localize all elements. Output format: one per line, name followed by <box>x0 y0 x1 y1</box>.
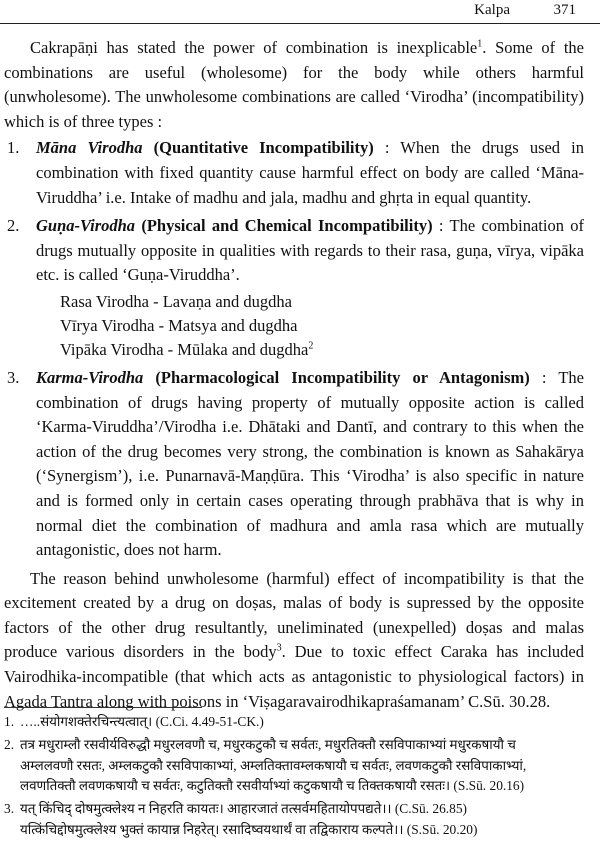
list-item-guna-virodha <box>4 214 584 362</box>
footnote-line: यत्किंचिद्दोषमुत्क्लेश्य भुक्तं कायान्न निहरेत्। रसादिष्वयथार्थं वा तद्विकाराय कल्पते।। (S.Sū. 20.20) <box>20 821 478 837</box>
page-header <box>0 0 600 24</box>
footnote-line: तत्र मधुराम्लौ रसवीर्यविरुद्धौ मधुरलवणौ च, मधुरकटुकौ च सर्वतः, मधुरतिक्तौ रसविपाकाभ्यां मधुरकषायौ च <box>20 736 516 752</box>
closing-paragraph <box>4 567 584 715</box>
footnote-1 <box>4 712 584 733</box>
running-title: Kalpa <box>474 2 510 18</box>
footnote-number: 1. <box>4 714 15 729</box>
intro-paragraph <box>4 36 584 134</box>
list-item-mana-virodha <box>4 136 584 210</box>
item-term-gloss: (Quantitative Incompatibility) <box>142 138 374 158</box>
item-body: : When the drugs used in combination with fixed quantity cause harmful effect on body are called ‘Māna-Viruddha’ i.e. Intake of madhu and jala, madhu and ghṛta in equal quantity. <box>36 138 585 207</box>
item-term-gloss: (Pharmacological Incompatibility or Antagonism) <box>143 367 530 387</box>
list-item-karma-virodha <box>4 366 584 563</box>
list-number: 2. <box>7 216 20 236</box>
item-term-gloss: (Physical and Chemical Incompatibility) <box>135 216 433 236</box>
footnote-2 <box>4 735 584 797</box>
footnote-3 <box>4 799 584 841</box>
footnote-number: 2. <box>4 736 15 752</box>
closing-text-cont: . Due to toxic effect Caraka has included Vairodhika-incompatible (that which acts as antagonistic to physiological factors) in Agada Tantra along with poisons in ‘Viṣagaravairodhikapraśamanam’ C.Sū. 30.28. <box>4 642 584 711</box>
item-text <box>36 136 584 210</box>
intro-text-cont: . Some of the combinations are useful (wholesome) for the body while others harmful (unwholesome). The unwholesome combinations are called ‘Virodha’ (incompatibility) which is of three types : <box>4 38 584 131</box>
footnote-ref-2: 2 <box>308 340 314 352</box>
page-number: 371 <box>553 2 576 18</box>
footnotes <box>4 712 584 843</box>
footnote-rule <box>4 707 202 708</box>
item-body: : The combination of drugs mutually opposite in qualities with regards to their rasa, guṇa, vīrya, vipāka etc. is called ‘Guṇa-Viruddha’. <box>36 216 585 285</box>
header-rule <box>0 23 600 24</box>
footnote-line: यत् किंचिद् दोषमुत्क्लेश्य न निहरति कायतः। आहारजातं तत्सर्वमहितायोपपद्यते।। (C.Sū. 26.85) <box>20 801 467 817</box>
footnote-number: 3. <box>4 801 15 817</box>
footnote-line: …..संयोगशक्तेरचिन्त्यत्वात्। (C.Ci. 4.49-51-CK.) <box>20 714 264 729</box>
footnote-line: लवणतिक्तौ लवणकषायौ च सर्वतः, कटुतिक्तौ रसवीर्याभ्यां कटुकषायौ च तिक्तकषायौ रसतः। (S.Sū. 20.16) <box>20 778 525 794</box>
item-body: : The combination of drugs having property of mutually opposite action is called ‘Karma-Viruddha’/Virodha i.e. Dhātaki and Dantī, and contrary to this when the action of the drug becomes very strong, the combination is known as Sahakārya (‘Synergism’), i.e. Punarnavā-Maṇḍūra. This ‘Virodha’ is also specific in nature and is formed only in certain cases operating through prabhāva that is why in normal diet the combination of madhura and amla rasa which are mutually antagonistic, does not harm. <box>36 367 584 560</box>
list-number: 1. <box>7 138 20 158</box>
sublist-item: Vīrya Virodha - Matsya and dugdha <box>60 315 298 335</box>
footnote-line: अम्ललवणौ रसतः, अम्लकटुकौ रसविपाकाभ्यां, अम्लतिक्तावम्लकषायौ च सर्वतः, लवणकटुकौ रसविपाकाभ्यां, <box>20 757 527 773</box>
page-body <box>4 36 584 714</box>
item-term: Karma-Virodha <box>36 367 144 387</box>
item-term: Māna Virodha <box>36 138 143 158</box>
virodha-sublist <box>36 290 584 362</box>
item-term: Guṇa-Virodha <box>36 216 136 236</box>
intro-text: Cakrapāṇi has stated the power of combination is inexplicable <box>30 38 478 57</box>
item-text <box>36 214 584 288</box>
footnote-ref-3: 3 <box>276 642 282 654</box>
footnote-ref-1: 1 <box>477 38 483 50</box>
closing-text: The reason behind unwholesome (harmful) effect of incompatibility is that the excitement created by a drug on doṣas, malas of body is supressed by the opposite factors of the other drug resultantly, uneliminated (unexpelled) doṣas and malas produce various disorders in the body <box>4 568 584 662</box>
sublist-item-text: Vipāka Virodha - Mūlaka and dugdha <box>60 339 309 359</box>
item-text <box>36 366 584 563</box>
sublist-item: Rasa Virodha - Lavaṇa and dugdha <box>60 291 292 311</box>
list-number: 3. <box>7 367 20 387</box>
sublist-item <box>60 338 584 362</box>
